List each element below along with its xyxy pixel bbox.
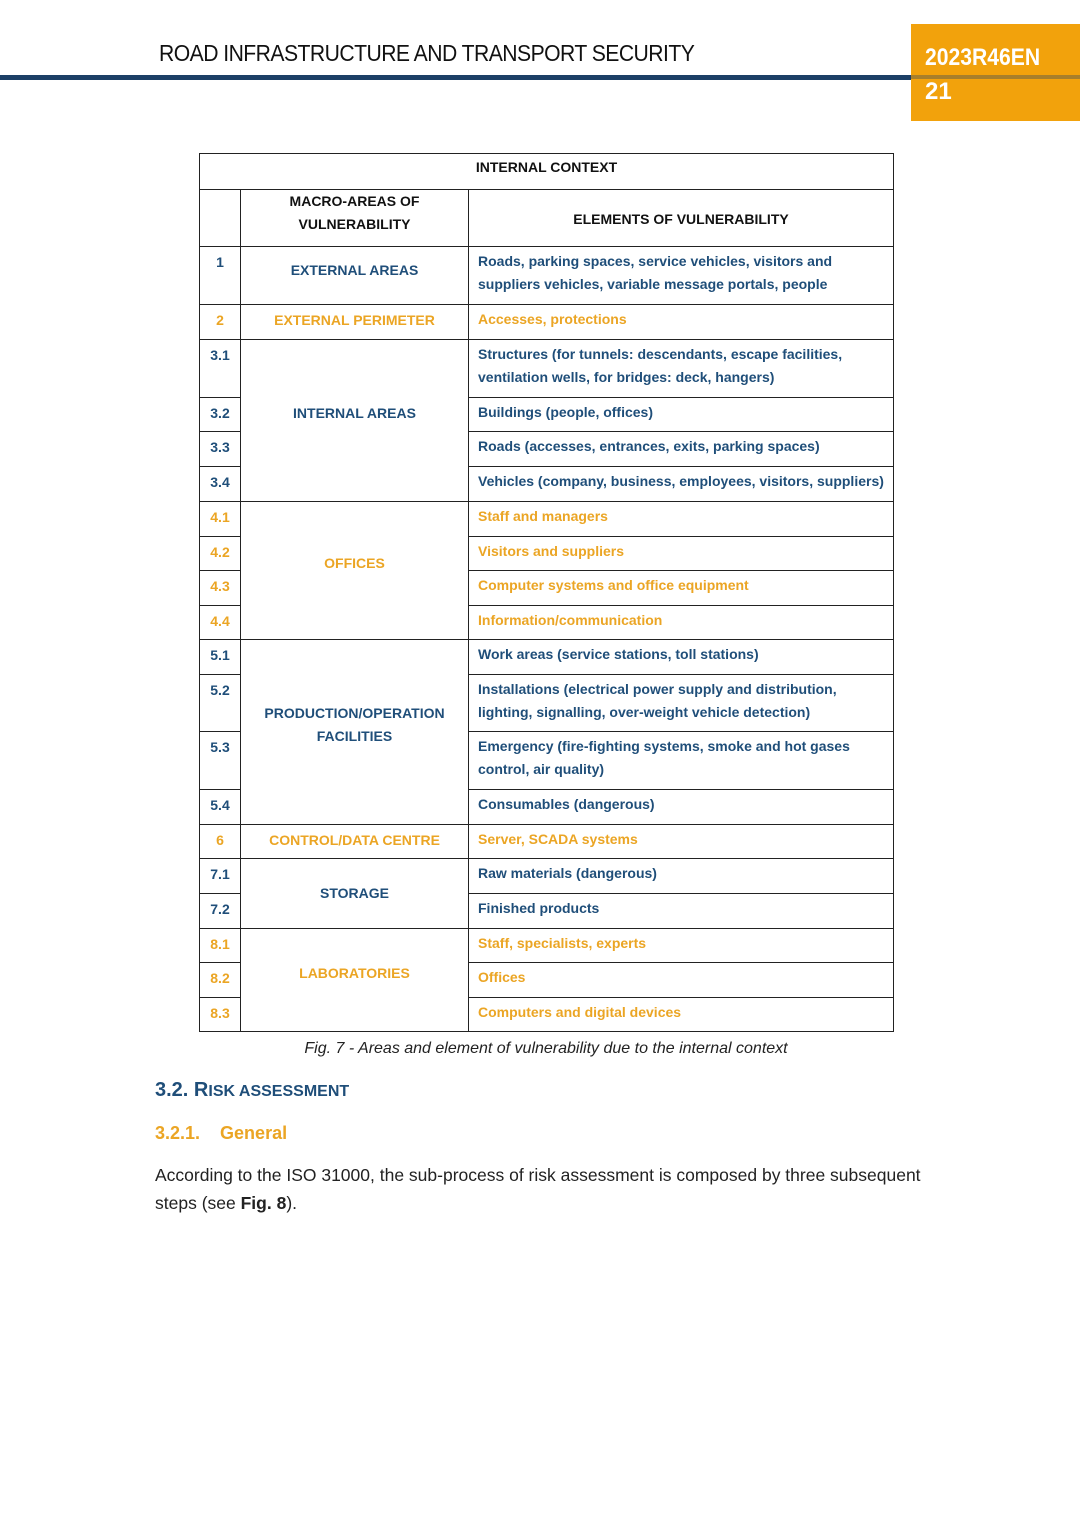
table-row	[200, 305, 894, 340]
vulnerability-element: Computer systems and office equipment	[469, 571, 894, 606]
section-title-rest: ISK ASSESSMENT	[208, 1083, 350, 1100]
table-row	[200, 247, 894, 305]
vulnerability-element: Consumables (dangerous)	[469, 790, 894, 825]
row-number: 1	[200, 247, 241, 305]
vulnerability-element: Buildings (people, offices)	[469, 398, 894, 432]
vulnerability-element: Emergency (fire-fighting systems, smoke and hot gases control, air quality)	[469, 732, 894, 790]
row-number: 8.1	[200, 929, 241, 963]
table-header-row	[200, 190, 894, 247]
vulnerability-element: Roads, parking spaces, service vehicles, visitors and suppliers vehicles, variable message portals, people	[469, 247, 894, 305]
row-number: 8.2	[200, 963, 241, 998]
running-header-title: ROAD INFRASTRUCTURE AND TRANSPORT SECURITY	[159, 40, 695, 66]
subsection-title: General	[220, 1123, 288, 1143]
table-row	[200, 825, 894, 859]
row-number: 4.2	[200, 537, 241, 571]
header-elements: ELEMENTS OF VULNERABILITY	[469, 190, 894, 247]
vulnerability-element: Installations (electrical power supply and distribution, lighting, signalling, over-weight vehicle detection)	[469, 675, 894, 732]
figure-caption: Fig. 7 - Areas and element of vulnerability due to the internal context	[304, 1040, 788, 1057]
row-number: 6	[200, 825, 241, 859]
macro-area: INTERNAL AREAS	[241, 340, 469, 502]
subsection-heading	[155, 1123, 287, 1144]
row-number: 5.4	[200, 790, 241, 825]
table-row	[200, 502, 894, 537]
macro-area: CONTROL/DATA CENTRE	[241, 825, 469, 859]
body-paragraph	[155, 1161, 955, 1217]
row-number: 3.3	[200, 432, 241, 467]
paragraph-text-end: ).	[286, 1193, 298, 1213]
header-macro-areas: MACRO-AREAS OF VULNERABILITY	[241, 190, 469, 247]
vulnerability-element: Vehicles (company, business, employees, visitors, suppliers)	[469, 467, 894, 502]
vulnerability-element: Raw materials (dangerous)	[469, 859, 894, 894]
row-number: 3.4	[200, 467, 241, 502]
section-heading	[155, 1079, 349, 1102]
vulnerability-element: Computers and digital devices	[469, 998, 894, 1032]
vulnerability-element: Offices	[469, 963, 894, 998]
row-number: 7.2	[200, 894, 241, 929]
header-badge	[911, 24, 1080, 121]
section-title-initial: R	[193, 1079, 209, 1101]
vulnerability-element: Server, SCADA systems	[469, 825, 894, 859]
vulnerability-element: Visitors and suppliers	[469, 537, 894, 571]
section-number: 3.2.	[155, 1079, 189, 1101]
row-number: 8.3	[200, 998, 241, 1032]
row-number: 5.3	[200, 732, 241, 790]
table-title: INTERNAL CONTEXT	[200, 154, 894, 190]
macro-area: OFFICES	[241, 502, 469, 640]
header-rule-overlay	[911, 75, 1080, 79]
table-row	[200, 340, 894, 398]
header-num-cell	[200, 190, 241, 247]
vulnerability-element: Roads (accesses, entrances, exits, parking spaces)	[469, 432, 894, 467]
subsection-number: 3.2.1.	[155, 1123, 201, 1143]
vulnerability-element: Work areas (service stations, toll stations)	[469, 640, 894, 675]
vulnerability-element: Information/communication	[469, 606, 894, 640]
vulnerability-element: Accesses, protections	[469, 305, 894, 340]
row-number: 4.4	[200, 606, 241, 640]
page-number: 21	[925, 78, 952, 105]
macro-area: STORAGE	[241, 859, 469, 929]
vulnerability-element: Staff, specialists, experts	[469, 929, 894, 963]
document-code: 2023R46EN	[925, 44, 1041, 71]
table-row	[200, 859, 894, 894]
row-number: 4.3	[200, 571, 241, 606]
row-number: 3.2	[200, 398, 241, 432]
row-number: 3.1	[200, 340, 241, 398]
macro-area: EXTERNAL AREAS	[241, 247, 469, 305]
macro-area: EXTERNAL PERIMETER	[241, 305, 469, 340]
row-number: 2	[200, 305, 241, 340]
macro-area: LABORATORIES	[241, 929, 469, 1032]
table-title-row	[200, 154, 894, 190]
table-row	[200, 640, 894, 675]
vulnerability-element: Structures (for tunnels: descendants, escape facilities, ventilation wells, for bridges: deck, hangers)	[469, 340, 894, 398]
row-number: 5.1	[200, 640, 241, 675]
vulnerability-element: Finished products	[469, 894, 894, 929]
vulnerability-element: Staff and managers	[469, 502, 894, 537]
row-number: 5.2	[200, 675, 241, 732]
row-number: 4.1	[200, 502, 241, 537]
paragraph-text: According to the ISO 31000, the sub-process of risk assessment is composed by three subsequent steps (see	[155, 1165, 921, 1213]
vulnerability-table	[199, 153, 894, 1032]
row-number: 7.1	[200, 859, 241, 894]
macro-area: PRODUCTION/OPERATION FACILITIES	[241, 640, 469, 825]
table-row	[200, 929, 894, 963]
figure-reference-link[interactable]: Fig. 8	[240, 1193, 287, 1213]
